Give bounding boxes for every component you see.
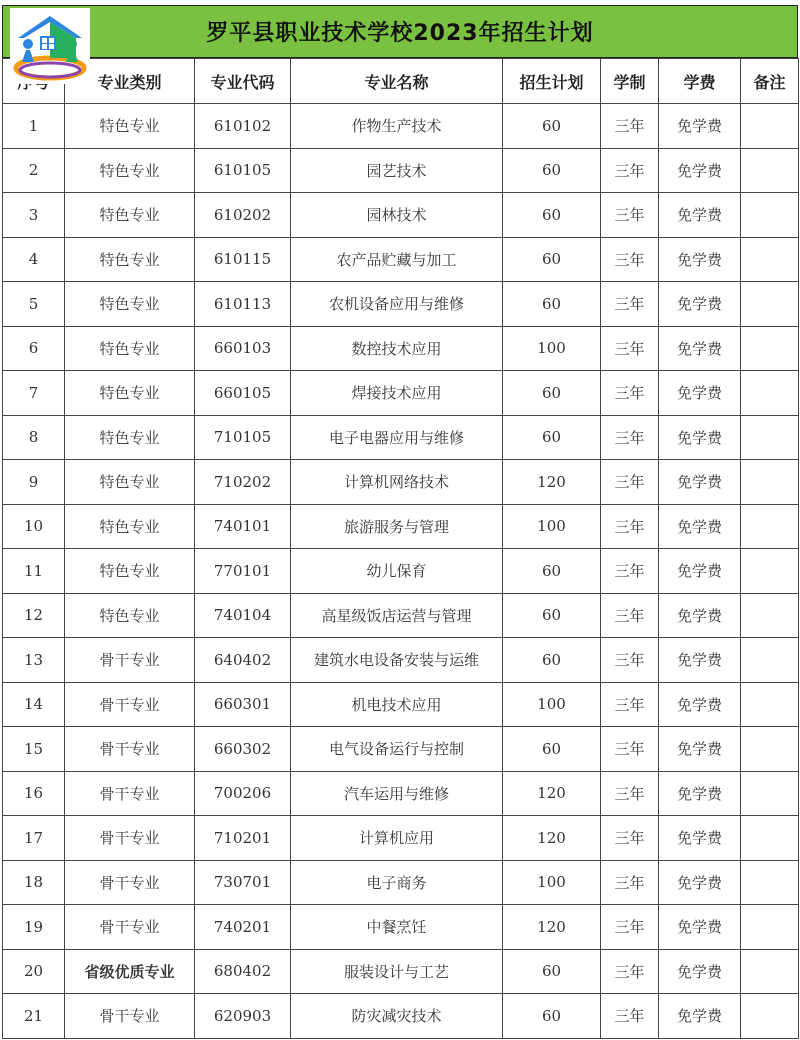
cell-index: 5 — [3, 282, 65, 327]
cell-fee: 免学费 — [659, 104, 741, 149]
cell-code: 710105 — [195, 415, 291, 460]
cell-plan: 60 — [503, 994, 601, 1039]
table-row — [3, 371, 799, 416]
cell-plan: 60 — [503, 593, 601, 638]
cell-note — [741, 727, 799, 772]
table-row — [3, 860, 799, 905]
cell-category: 特色专业 — [65, 326, 195, 371]
cell-plan: 60 — [503, 371, 601, 416]
cell-code: 740101 — [195, 504, 291, 549]
house-family-logo-icon — [10, 8, 90, 84]
cell-code: 610115 — [195, 237, 291, 282]
cell-note — [741, 771, 799, 816]
cell-note — [741, 148, 799, 193]
table-row — [3, 504, 799, 549]
cell-index: 19 — [3, 905, 65, 950]
header-duration: 学制 — [601, 59, 659, 104]
table-row — [3, 415, 799, 460]
cell-fee: 免学费 — [659, 326, 741, 371]
cell-name: 园艺技术 — [291, 148, 503, 193]
cell-index: 14 — [3, 682, 65, 727]
cell-fee: 免学费 — [659, 816, 741, 861]
cell-category: 特色专业 — [65, 593, 195, 638]
cell-duration: 三年 — [601, 682, 659, 727]
cell-plan: 60 — [503, 282, 601, 327]
cell-duration: 三年 — [601, 237, 659, 282]
cell-name: 中餐烹饪 — [291, 905, 503, 950]
cell-code: 730701 — [195, 860, 291, 905]
cell-fee: 免学费 — [659, 460, 741, 505]
cell-index: 3 — [3, 193, 65, 238]
header-fee: 学费 — [659, 59, 741, 104]
cell-duration: 三年 — [601, 816, 659, 861]
cell-plan: 60 — [503, 638, 601, 683]
cell-plan: 60 — [503, 949, 601, 994]
cell-category: 特色专业 — [65, 104, 195, 149]
table-row — [3, 326, 799, 371]
cell-category: 特色专业 — [65, 371, 195, 416]
page-title: 罗平县职业技术学校2023年招生计划 — [206, 21, 594, 46]
cell-category: 骨干专业 — [65, 860, 195, 905]
cell-duration: 三年 — [601, 371, 659, 416]
table-row — [3, 727, 799, 772]
cell-category: 骨干专业 — [65, 905, 195, 950]
cell-plan: 100 — [503, 504, 601, 549]
cell-fee: 免学费 — [659, 593, 741, 638]
table-row — [3, 771, 799, 816]
cell-note — [741, 193, 799, 238]
cell-category: 骨干专业 — [65, 994, 195, 1039]
cell-name: 焊接技术应用 — [291, 371, 503, 416]
cell-code: 700206 — [195, 771, 291, 816]
cell-name: 农产品贮藏与加工 — [291, 237, 503, 282]
cell-fee: 免学费 — [659, 727, 741, 772]
cell-index: 4 — [3, 237, 65, 282]
cell-code: 680402 — [195, 949, 291, 994]
cell-duration: 三年 — [601, 994, 659, 1039]
title-bar — [2, 5, 798, 58]
cell-name: 计算机网络技术 — [291, 460, 503, 505]
cell-index: 1 — [3, 104, 65, 149]
cell-code: 610113 — [195, 282, 291, 327]
cell-fee: 免学费 — [659, 282, 741, 327]
cell-index: 13 — [3, 638, 65, 683]
cell-note — [741, 371, 799, 416]
cell-note — [741, 237, 799, 282]
cell-category: 特色专业 — [65, 504, 195, 549]
cell-plan: 120 — [503, 816, 601, 861]
cell-plan: 60 — [503, 237, 601, 282]
cell-duration: 三年 — [601, 193, 659, 238]
cell-index: 16 — [3, 771, 65, 816]
cell-duration: 三年 — [601, 727, 659, 772]
cell-code: 740104 — [195, 593, 291, 638]
cell-duration: 三年 — [601, 593, 659, 638]
cell-index: 17 — [3, 816, 65, 861]
table-row — [3, 638, 799, 683]
cell-fee: 免学费 — [659, 682, 741, 727]
cell-fee: 免学费 — [659, 905, 741, 950]
cell-index: 21 — [3, 994, 65, 1039]
cell-index: 20 — [3, 949, 65, 994]
table-row — [3, 593, 799, 638]
cell-duration: 三年 — [601, 326, 659, 371]
cell-name: 作物生产技术 — [291, 104, 503, 149]
cell-name: 汽车运用与维修 — [291, 771, 503, 816]
cell-category: 省级优质专业 — [65, 949, 195, 994]
table-row — [3, 994, 799, 1039]
cell-plan: 60 — [503, 148, 601, 193]
cell-note — [741, 282, 799, 327]
cell-name: 旅游服务与管理 — [291, 504, 503, 549]
cell-name: 建筑水电设备安装与运维 — [291, 638, 503, 683]
cell-fee: 免学费 — [659, 949, 741, 994]
table-row — [3, 905, 799, 950]
cell-index: 11 — [3, 549, 65, 594]
cell-fee: 免学费 — [659, 148, 741, 193]
cell-code: 740201 — [195, 905, 291, 950]
cell-fee: 免学费 — [659, 860, 741, 905]
header-plan: 招生计划 — [503, 59, 601, 104]
cell-name: 计算机应用 — [291, 816, 503, 861]
cell-index: 12 — [3, 593, 65, 638]
cell-category: 骨干专业 — [65, 816, 195, 861]
enrollment-plan-table — [2, 58, 799, 1039]
cell-category: 骨干专业 — [65, 727, 195, 772]
cell-category: 特色专业 — [65, 460, 195, 505]
cell-name: 电子商务 — [291, 860, 503, 905]
cell-note — [741, 326, 799, 371]
cell-note — [741, 504, 799, 549]
cell-note — [741, 949, 799, 994]
cell-fee: 免学费 — [659, 994, 741, 1039]
cell-duration: 三年 — [601, 460, 659, 505]
cell-code: 610202 — [195, 193, 291, 238]
cell-code: 660301 — [195, 682, 291, 727]
cell-plan: 60 — [503, 193, 601, 238]
cell-plan: 60 — [503, 104, 601, 149]
cell-plan: 60 — [503, 415, 601, 460]
cell-index: 10 — [3, 504, 65, 549]
cell-duration: 三年 — [601, 104, 659, 149]
cell-code: 770101 — [195, 549, 291, 594]
cell-duration: 三年 — [601, 282, 659, 327]
cell-note — [741, 415, 799, 460]
cell-name: 防灾减灾技术 — [291, 994, 503, 1039]
cell-plan: 120 — [503, 905, 601, 950]
cell-index: 15 — [3, 727, 65, 772]
table-row — [3, 949, 799, 994]
table-row — [3, 682, 799, 727]
cell-plan: 60 — [503, 549, 601, 594]
cell-name: 电气设备运行与控制 — [291, 727, 503, 772]
table-row — [3, 460, 799, 505]
cell-name: 高星级饭店运营与管理 — [291, 593, 503, 638]
cell-note — [741, 593, 799, 638]
cell-fee: 免学费 — [659, 371, 741, 416]
cell-code: 610102 — [195, 104, 291, 149]
cell-index: 8 — [3, 415, 65, 460]
cell-category: 骨干专业 — [65, 638, 195, 683]
cell-note — [741, 460, 799, 505]
cell-plan: 100 — [503, 326, 601, 371]
cell-fee: 免学费 — [659, 504, 741, 549]
table-row — [3, 237, 799, 282]
cell-duration: 三年 — [601, 549, 659, 594]
cell-note — [741, 816, 799, 861]
cell-code: 620903 — [195, 994, 291, 1039]
cell-code: 710202 — [195, 460, 291, 505]
table-row — [3, 816, 799, 861]
cell-note — [741, 638, 799, 683]
cell-code: 660302 — [195, 727, 291, 772]
cell-note — [741, 905, 799, 950]
cell-category: 骨干专业 — [65, 771, 195, 816]
cell-code: 710201 — [195, 816, 291, 861]
cell-name: 数控技术应用 — [291, 326, 503, 371]
cell-name: 园林技术 — [291, 193, 503, 238]
header-code: 专业代码 — [195, 59, 291, 104]
cell-note — [741, 549, 799, 594]
cell-name: 机电技术应用 — [291, 682, 503, 727]
cell-code: 660103 — [195, 326, 291, 371]
cell-duration: 三年 — [601, 905, 659, 950]
cell-plan: 120 — [503, 460, 601, 505]
table-row — [3, 282, 799, 327]
cell-category: 骨干专业 — [65, 682, 195, 727]
cell-fee: 免学费 — [659, 549, 741, 594]
cell-category: 特色专业 — [65, 282, 195, 327]
cell-plan: 100 — [503, 860, 601, 905]
cell-duration: 三年 — [601, 860, 659, 905]
cell-plan: 100 — [503, 682, 601, 727]
cell-code: 610105 — [195, 148, 291, 193]
table-row — [3, 549, 799, 594]
cell-name: 服装设计与工艺 — [291, 949, 503, 994]
cell-category: 特色专业 — [65, 148, 195, 193]
cell-code: 640402 — [195, 638, 291, 683]
cell-fee: 免学费 — [659, 193, 741, 238]
cell-plan: 120 — [503, 771, 601, 816]
cell-plan: 60 — [503, 727, 601, 772]
cell-fee: 免学费 — [659, 638, 741, 683]
table-body — [3, 104, 799, 1039]
cell-index: 7 — [3, 371, 65, 416]
cell-fee: 免学费 — [659, 237, 741, 282]
header-note: 备注 — [741, 59, 799, 104]
header-category: 专业类别 — [65, 59, 195, 104]
table-row — [3, 193, 799, 238]
cell-index: 6 — [3, 326, 65, 371]
cell-name: 幼儿保育 — [291, 549, 503, 594]
cell-duration: 三年 — [601, 638, 659, 683]
cell-name: 农机设备应用与维修 — [291, 282, 503, 327]
table-row — [3, 148, 799, 193]
cell-category: 特色专业 — [65, 549, 195, 594]
cell-fee: 免学费 — [659, 771, 741, 816]
cell-duration: 三年 — [601, 771, 659, 816]
cell-category: 特色专业 — [65, 193, 195, 238]
table-header-row — [3, 59, 799, 104]
cell-name: 电子电器应用与维修 — [291, 415, 503, 460]
table-row — [3, 104, 799, 149]
cell-duration: 三年 — [601, 504, 659, 549]
cell-code: 660105 — [195, 371, 291, 416]
cell-note — [741, 860, 799, 905]
cell-fee: 免学费 — [659, 415, 741, 460]
cell-duration: 三年 — [601, 148, 659, 193]
cell-duration: 三年 — [601, 415, 659, 460]
cell-index: 9 — [3, 460, 65, 505]
cell-category: 特色专业 — [65, 415, 195, 460]
cell-index: 18 — [3, 860, 65, 905]
cell-note — [741, 994, 799, 1039]
header-name: 专业名称 — [291, 59, 503, 104]
cell-note — [741, 682, 799, 727]
cell-index: 2 — [3, 148, 65, 193]
cell-duration: 三年 — [601, 949, 659, 994]
cell-category: 特色专业 — [65, 237, 195, 282]
cell-note — [741, 104, 799, 149]
